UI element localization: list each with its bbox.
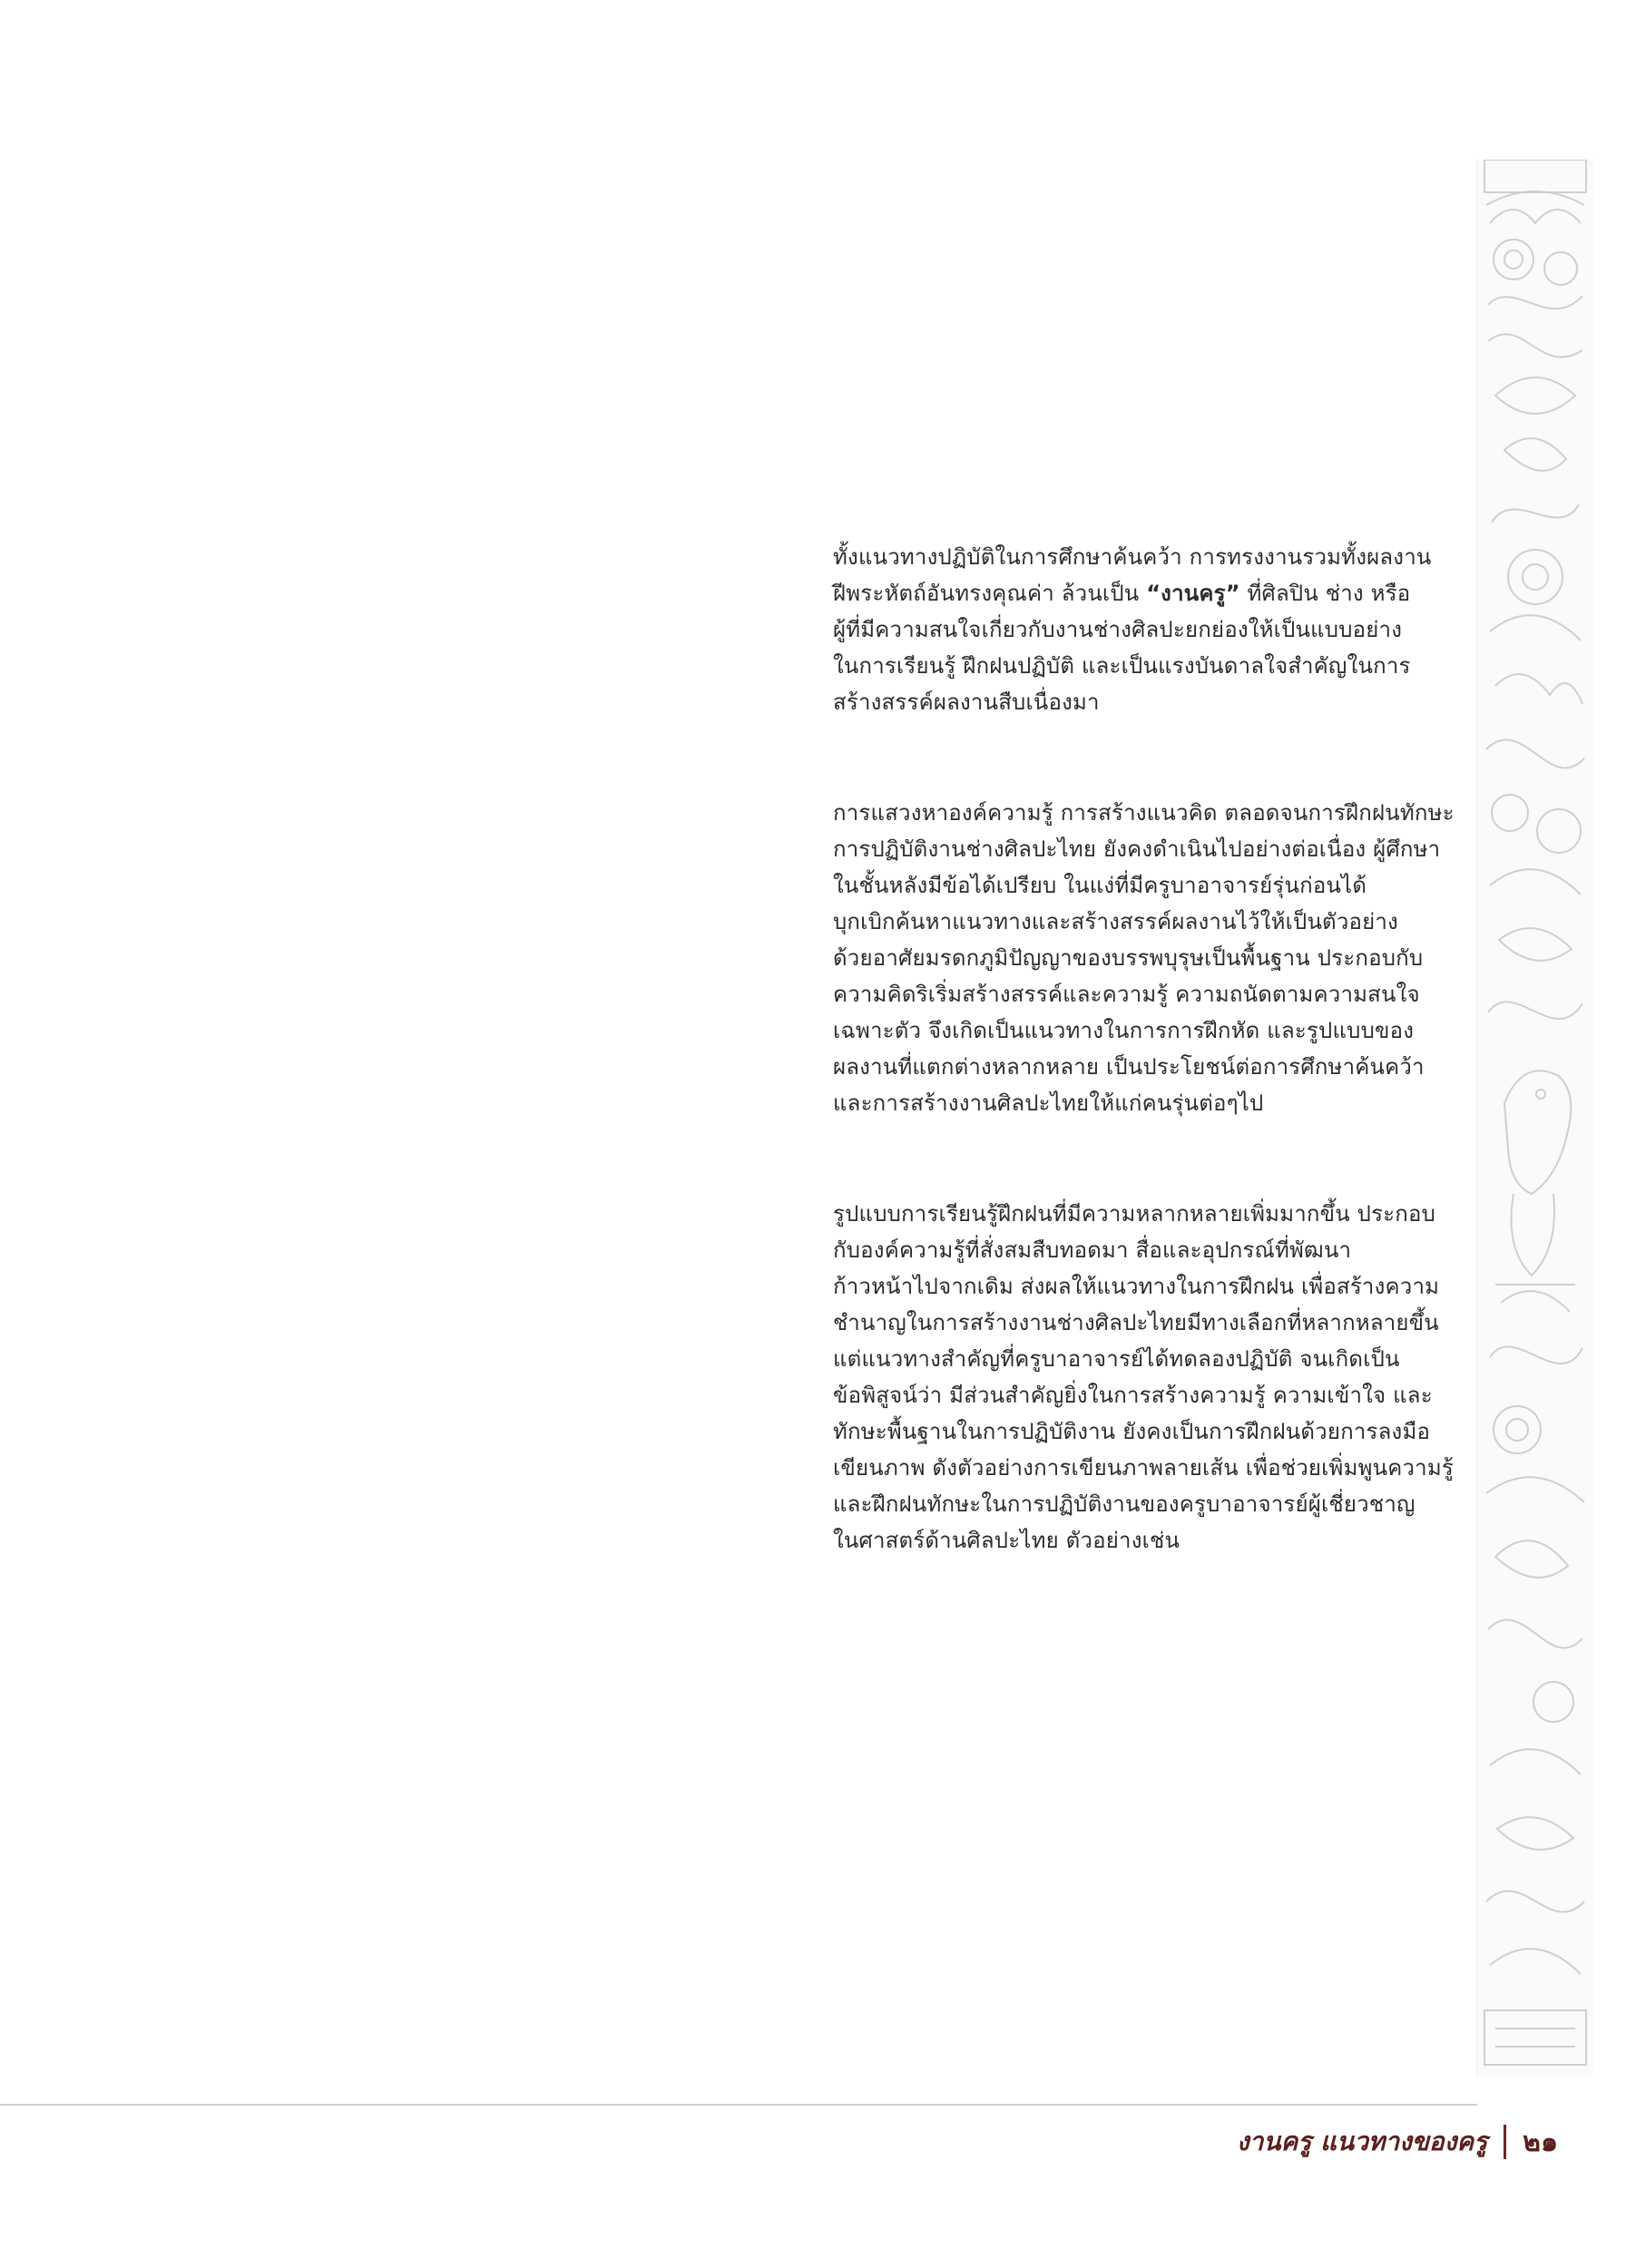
page-footer	[1237, 2120, 1558, 2164]
text-line: ด้วยอาศัยมรดกภูมิปัญญาของบรรพบุรุษเป็นพื้นฐาน ประกอบกับ	[833, 945, 1424, 971]
text-line: ชำนาญในการสร้างงานช่างศิลปะไทยมีทางเลือกที่หลากหลายขึ้น	[833, 1310, 1439, 1335]
text-line: สร้างสรรค์ผลงานสืบเนื่องมา	[833, 689, 1100, 715]
thai-ornament-icon	[1476, 160, 1593, 2076]
text-line: ในศาสตร์ด้านศิลปะไทย ตัวอย่างเช่น	[833, 1528, 1180, 1553]
text-line: ทักษะพื้นฐานในการปฏิบัติงาน ยังคงเป็นการฝึกฝนด้วยการลงมือ	[833, 1419, 1431, 1444]
paragraph-2	[833, 795, 1463, 1121]
running-title: งานครู แนวทางของครู	[1236, 2126, 1488, 2156]
text-line: ความคิดริเริ่มสร้างสรรค์และความรู้ ความถนัดตามความสนใจ	[833, 982, 1420, 1007]
text-line: กับองค์ความรู้ที่สั่งสมสืบทอดมา สื่อและอุปกรณ์ที่พัฒนา	[833, 1237, 1352, 1263]
emphasis-ngan-khru: “งานครู”	[1146, 581, 1240, 606]
text-line: ผลงานที่แตกต่างหลากหลาย เป็นประโยชน์ต่อการศึกษาค้นคว้า	[833, 1054, 1425, 1080]
page-number: ๒๑	[1523, 2126, 1558, 2158]
text-run: ที่ศิลปิน ช่าง หรือ	[1239, 581, 1411, 606]
text-line: ข้อพิสูจน์ว่า มีส่วนสำคัญยิ่งในการสร้างความรู้ ความเข้าใจ และ	[833, 1383, 1433, 1408]
text-line: ก้าวหน้าไปจากเดิม ส่งผลให้แนวทางในการฝึกฝน เพื่อสร้างความ	[833, 1274, 1440, 1299]
text-line: การแสวงหาองค์ความรู้ การสร้างแนวคิด ตลอดจนการฝึกฝนทักษะ	[833, 800, 1455, 826]
text-run: ฝีพระหัตถ์อันทรงคุณค่า ล้วนเป็น	[833, 581, 1147, 606]
text-line: ในการเรียนรู้ ฝึกฝนปฏิบัติ และเป็นแรงบันดาลใจสำคัญในการ	[833, 653, 1411, 679]
text-line: ผู้ที่มีความสนใจเกี่ยวกับงานช่างศิลปะยกย่องให้เป็นแบบอย่าง	[833, 617, 1403, 642]
text-line: บุกเบิกค้นหาแนวทางและสร้างสรรค์ผลงานไว้ให้เป็นตัวอย่าง	[833, 909, 1398, 934]
text-line: ในชั้นหลังมีข้อได้เปรียบ ในแง่ที่มีครูบาอาจารย์รุ่นก่อนได้	[833, 873, 1367, 898]
text-line: การปฏิบัติงานช่างศิลปะไทย ยังคงดำเนินไปอย่างต่อเนื่อง ผู้ศึกษา	[833, 836, 1441, 862]
text-line: และการสร้างงานศิลปะไทยให้แก่คนรุ่นต่อๆไป	[833, 1090, 1264, 1116]
text-line: เขียนภาพ ดังตัวอย่างการเขียนภาพลายเส้น เพื่อช่วยเพิ่มพูนความรู้	[833, 1455, 1454, 1481]
text-line: เฉพาะตัว จึงเกิดเป็นแนวทางในการการฝึกหัด และรูปแบบของ	[833, 1018, 1415, 1043]
article-body	[833, 539, 1463, 1559]
text-line: ทั้งแนวทางปฏิบัติในการศึกษาค้นคว้า การทรงงานรวมทั้งผลงาน	[833, 544, 1432, 570]
paragraph-1	[833, 539, 1463, 720]
footer-divider	[0, 2104, 1477, 2106]
text-line: และฝึกฝนทักษะในการปฏิบัติงานของครูบาอาจารย์ผู้เชี่ยวชาญ	[833, 1491, 1416, 1517]
text-line: รูปแบบการเรียนรู้ฝึกฝนที่มีความหลากหลายเพิ่มมากขึ้น ประกอบ	[833, 1201, 1436, 1227]
footer-separator	[1504, 2125, 1506, 2159]
paragraph-3	[833, 1196, 1463, 1559]
text-line	[833, 575, 1463, 611]
text-line: แต่แนวทางสำคัญที่ครูบาอาจารย์ได้ทดลองปฏิบัติ จนเกิดเป็น	[833, 1346, 1400, 1372]
